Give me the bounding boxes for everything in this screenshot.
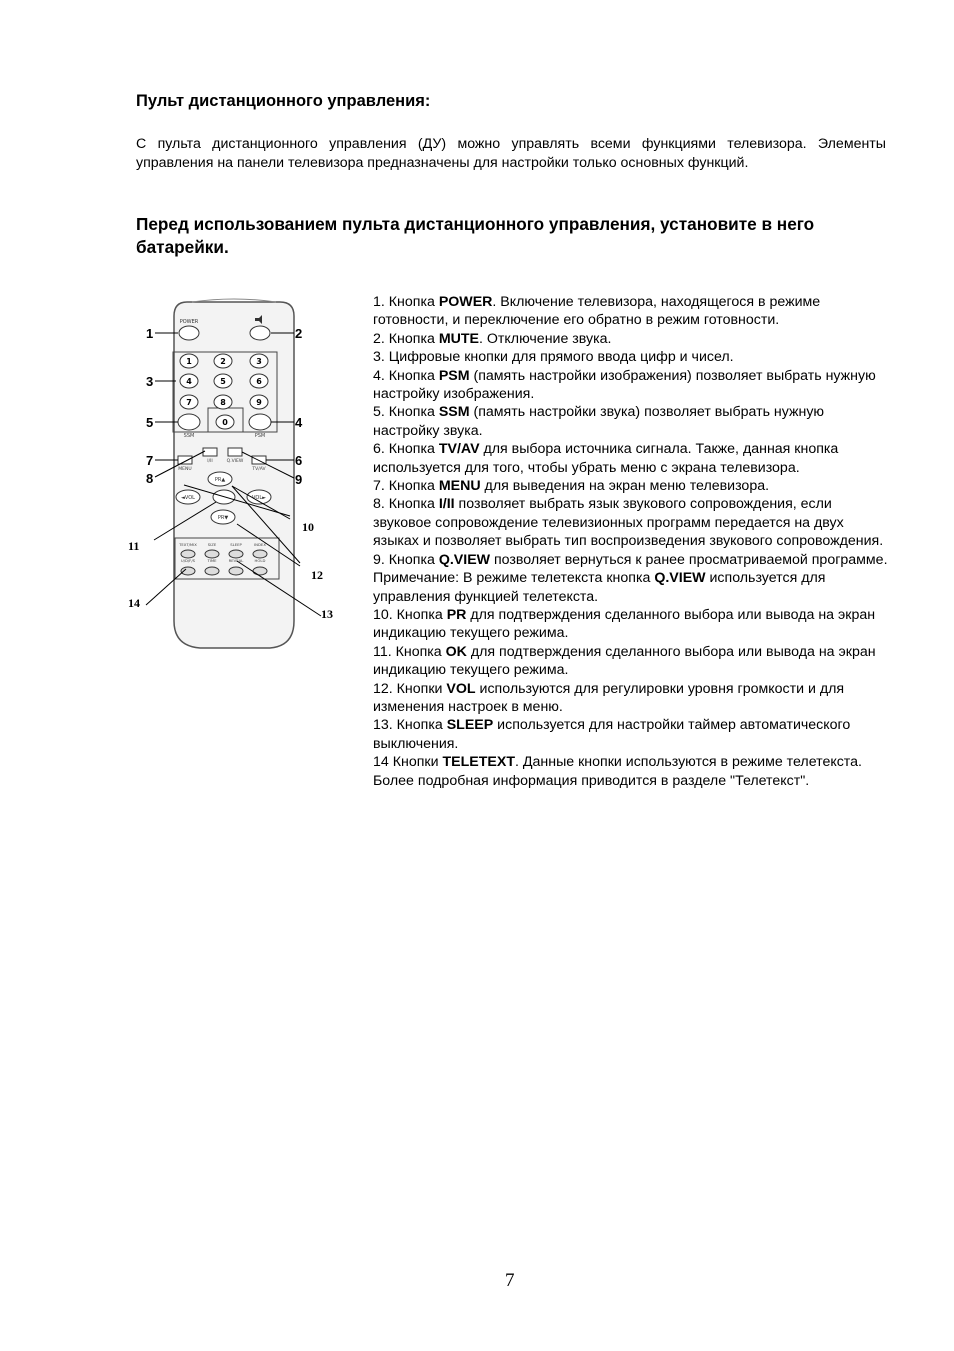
button-name: OK: [445, 643, 467, 660]
intro-paragraph: С пульта дистанционного управления (ДУ) можно управлять всеми функциями телевизора. Элементы управления на панели телевизора предназначены для настройки только основных функций.: [136, 136, 886, 171]
teletext-button: [253, 550, 267, 558]
callout-8: 8: [146, 471, 154, 486]
qview-label: Q.VIEW: [226, 459, 244, 464]
callout-14: 14: [128, 596, 140, 610]
power-button: [179, 326, 199, 340]
description-item: [373, 643, 893, 680]
digit-label-5: 5: [220, 377, 226, 386]
page-heading: Пульт дистанционного управления:: [136, 92, 431, 110]
digit-label-3: 3: [256, 357, 262, 366]
description-text: 5. Кнопка: [373, 404, 439, 421]
psm-label: PSM: [254, 433, 266, 439]
description-text: для выбора источника сигнала. Также, данная кнопка используется для того, чтобы убрать меню с экрана телевизора.: [373, 441, 839, 476]
button-name: POWER: [438, 294, 493, 310]
digit-label-4: 4: [186, 377, 192, 386]
teletext-label: SIZE: [207, 542, 217, 547]
description-text: 3. Цифровые кнопки для прямого ввода цифр и чисел.: [373, 349, 734, 366]
callout-4: 4: [295, 415, 303, 430]
digit-label-2: 2: [220, 357, 226, 366]
pr-up-label: PR▲: [214, 477, 226, 483]
callout-2: 2: [295, 326, 303, 341]
digit-label-8: 8: [220, 398, 226, 407]
teletext-button: [229, 567, 243, 575]
teletext-label: INDEX: [254, 542, 266, 547]
button-name: Q.VIEW: [438, 551, 491, 568]
teletext-button: [181, 550, 195, 558]
description-item: [373, 495, 893, 550]
vol-left-label: ◄VOL: [181, 495, 195, 501]
button-name: PR: [446, 606, 467, 623]
callout-13: 13: [321, 607, 333, 621]
teletext-button: [205, 567, 219, 575]
description-text: (память настройки изображения) позволяет выбрать нужную настройку изображения.: [373, 367, 876, 403]
page-number: 7: [505, 1270, 515, 1291]
pr-down-label: PR▼: [217, 515, 229, 521]
callout-3: 3: [146, 374, 154, 389]
description-item: [373, 348, 893, 366]
callout-9: 9: [295, 472, 303, 487]
mute-button: [250, 326, 270, 340]
description-text: для выведения на экран меню телевизора.: [480, 478, 770, 495]
teletext-label: U/D/F/S: [180, 558, 196, 563]
button-name: SLEEP: [446, 717, 494, 734]
vol-right-label: VOL►: [252, 495, 266, 501]
button-name: TV/AV: [438, 441, 480, 458]
description-text: 13. Кнопка: [373, 717, 447, 734]
callout-1: 1: [146, 326, 154, 341]
description-item: [373, 403, 893, 440]
ssm-button: [178, 414, 200, 430]
button-name: MUTE: [438, 330, 480, 347]
menu-label: MENU: [178, 467, 192, 472]
digit-label-7: 7: [186, 398, 192, 407]
button-description-list: [373, 293, 893, 790]
teletext-button: [205, 550, 219, 558]
description-text: 11. Кнопка: [373, 643, 446, 660]
description-text: 6. Кнопка: [373, 441, 439, 458]
button-name: PSM: [438, 367, 470, 384]
description-text: используются для регулировки уровня громкости и для изменения настроек в меню.: [373, 680, 845, 715]
power-label: POWER: [179, 319, 199, 325]
description-item: [373, 680, 893, 717]
button-name: Q.VIEW: [654, 570, 706, 587]
teletext-label: TIME: [207, 558, 217, 563]
button-name: VOL: [446, 680, 476, 697]
description-text: для подтверждения сделанного выбора или вывода на экран индикацию текущего режима.: [373, 643, 876, 679]
teletext-label: SLEEP: [230, 542, 242, 547]
description-text: позволяет выбрать язык звукового сопровождения, если звуковое сопровождение телевизионных программ передается на двух языках и позволяет выбрать тип воспроизведения звукового сопровождения.: [373, 496, 884, 550]
description-text: 14 Кнопки: [373, 754, 443, 771]
button-name: TELETEXT: [442, 754, 516, 771]
teletext-label: REVEAL: [228, 558, 244, 563]
description-text: . Отключение звука.: [479, 330, 612, 347]
description-item: [373, 551, 893, 606]
description-text: позволяет вернуться к ранее просматриваемой программе. Примечание: В режиме телетекста кнопка: [373, 551, 888, 587]
digit-label-1: 1: [186, 357, 192, 366]
remote-control-diagram: [112, 296, 352, 658]
i-ii-button: [203, 448, 217, 456]
button-name: I/II: [438, 496, 455, 513]
description-text: используется для управления функцией телетекста.: [373, 570, 826, 605]
description-item: [373, 440, 893, 477]
description-item: [373, 606, 893, 643]
description-text: 12. Кнопки: [373, 680, 447, 697]
tvav-label: TV/AV: [252, 467, 266, 472]
callout-12: 12: [311, 568, 323, 582]
description-item: [373, 477, 893, 495]
teletext-button: [229, 550, 243, 558]
callout-6: 6: [295, 453, 303, 468]
i-ii-label: I/II: [207, 459, 213, 464]
button-name: MENU: [438, 478, 481, 495]
teletext-label: HOLD: [254, 558, 266, 563]
description-item: [373, 753, 893, 790]
callout-5: 5: [146, 415, 154, 430]
description-text: 4. Кнопка: [373, 367, 439, 384]
description-text: используется для настройки таймер автоматического выключения.: [373, 717, 851, 752]
digit-label-0: 0: [222, 418, 228, 427]
description-text: 8. Кнопка: [373, 496, 439, 513]
description-item: [373, 716, 893, 753]
button-name: SSM: [438, 404, 470, 421]
digit-label-6: 6: [256, 377, 262, 386]
battery-heading: Перед использованием пульта дистанционного управления, установите в него батарейки.: [136, 214, 815, 257]
description-text: 10. Кнопка: [373, 606, 447, 623]
description-item: [373, 330, 893, 348]
teletext-label: TEXT/MIX: [179, 542, 197, 547]
description-text: 2. Кнопка: [373, 330, 439, 347]
teletext-button: [253, 567, 267, 575]
psm-button: [249, 414, 271, 430]
menu-button: [178, 456, 192, 464]
description-text: . Включение телевизора, находящегося в режиме готовности, и переключение его обратно в режим готовности.: [373, 294, 821, 329]
callout-10: 10: [302, 520, 314, 534]
digit-label-9: 9: [256, 398, 262, 407]
ssm-label: SSM: [183, 433, 195, 439]
description-text: 9. Кнопка: [373, 551, 439, 568]
description-item: [373, 293, 893, 330]
qview-button: [228, 448, 242, 456]
description-text: . Данные кнопки используются в режиме телетекста. Более подробная информация приводится в разделе "Телетекст".: [373, 754, 862, 789]
description-text: (память настройки звука) позволяет выбрать нужную настройку звука.: [373, 404, 825, 439]
callout-7: 7: [146, 453, 154, 468]
description-text: для подтверждения сделанного выбора или вывода на экран индикацию текущего режима.: [373, 606, 876, 642]
callout-11: 11: [128, 539, 140, 553]
description-item: [373, 367, 893, 404]
description-text: 1. Кнопка: [373, 294, 439, 310]
description-text: 7. Кнопка: [373, 478, 439, 495]
